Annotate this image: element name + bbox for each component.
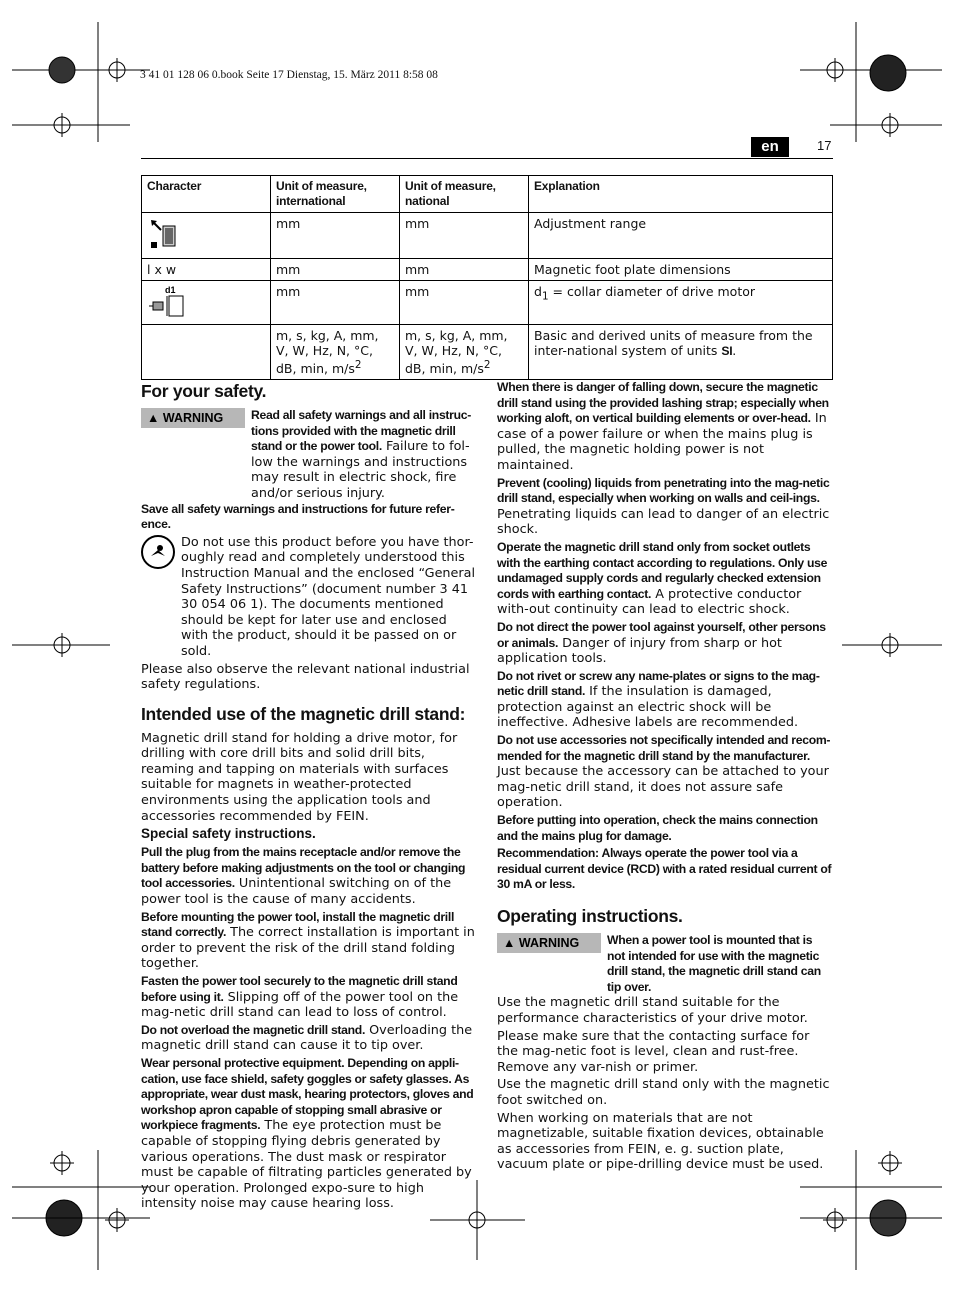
table-cell: [400, 325, 529, 380]
safety-item-text: In case of a power failure or when the mains plug is pulled, the magnetic holding power is not maintained.: [497, 411, 827, 473]
safety-item: [497, 846, 833, 893]
safety-item-text: Overloading the magnetic drill stand can cause it to tip over.: [141, 1022, 473, 1054]
safety-item-bold: Wear personal protective equipment. Depending on appli-cation, use face shield, safety goggles or safety glasses. As appropriate, wear dust mask, hearing protectors, gloves and workshop apron capable of stopping small abrasive or workpiece fragments.: [141, 1055, 474, 1133]
safety-item-text: The correct installation is important in order to prevent the risk of the drill stand folding together.: [141, 925, 475, 972]
operating-paragraph: Use the magnetic drill stand suitable for the performance characteristics of your drive motor.: [497, 995, 808, 1026]
table-cell: mm: [271, 213, 400, 259]
warning-label: ▲ WARNING: [497, 933, 601, 953]
units-superscript: 2: [354, 359, 362, 371]
collar-diameter-symbol: d1: [165, 285, 176, 295]
units-superscript: 2: [483, 359, 491, 371]
safety-item: [497, 540, 833, 618]
read-manual-icon: [141, 535, 175, 569]
table-cell: mm: [400, 281, 529, 325]
explanation-text: d: [534, 284, 542, 299]
warning-label: ▲ WARNING: [141, 408, 245, 428]
table-header-row: [142, 176, 833, 213]
adjustment-range-icon: [147, 216, 183, 252]
safety-item-text: Just because the accessory can be attached to your mag-netic drill stand, it does not assure safe operation.: [497, 764, 829, 811]
manual-notice: [141, 535, 477, 662]
units-text: m, s, kg, A, mm, V, W, Hz, N, °C, dB, min, m/s: [405, 328, 508, 377]
operating-paragraph: When working on materials that are not magnetizable, suitable fixation devices, obtainable as accessories from FEIN, e. g. suction plate, vacuum plate or pipe-drilling device must be used.: [497, 1110, 824, 1173]
warning-text: [251, 408, 477, 502]
table-row: [142, 325, 833, 380]
table-header: Unit of measure, national: [400, 176, 529, 213]
safety-item: [141, 1023, 477, 1054]
warning-block: [497, 933, 833, 995]
special-safety-title: Special safety instructions.: [141, 826, 316, 842]
table-cell: mm: [400, 259, 529, 281]
table-cell: mm: [271, 281, 400, 325]
warning-bold: Read all safety warnings and all instruc-tions provided with the magnetic drill stand or the power tool.: [251, 408, 472, 454]
safety-item-bold: Pull the plug from the mains receptacle and/or remove the battery before making adjustments on the tool or changing tool accessories.: [141, 845, 466, 891]
header-rule: [141, 158, 833, 159]
operating-paragraph: Use the magnetic drill stand only with the magnetic foot switched on.: [497, 1077, 830, 1108]
warning-body: Failure to fol-low the warnings and instructions may result in electric shock, fire and/or serious injury.: [251, 439, 470, 501]
page-number: 17: [817, 138, 832, 153]
explanation-subscript: 1: [541, 290, 549, 303]
safety-item-text: Danger of injury from sharp or hot application tools.: [497, 635, 782, 667]
warning-label-text: WARNING: [162, 411, 224, 425]
safety-item-bold: Before mounting the power tool, install the magnetic drill stand correctly.: [141, 909, 455, 940]
table-row: [142, 259, 833, 281]
save-instructions: Save all safety warnings and instructions for future refer-ence.: [141, 501, 455, 532]
safety-item-bold: Do not rivet or screw any name-plates or signs to the mag-netic drill stand.: [497, 668, 820, 699]
safety-item-bold: When there is danger of falling down, secure the magnetic drill stand using the provided lashing strap; especially when working aloft, on vertical building elements or over-head.: [497, 380, 829, 426]
safety-item-text: The eye protection must be capable of stopping flying debris generated by various operations. The dust mask or respirator must be capable of filtrating particles generated by your operation. Prolonged expo-sure to high intensity noise may cause hearing loss.: [141, 1118, 472, 1212]
table-cell: [142, 325, 271, 380]
table-cell: [271, 325, 400, 380]
safety-item: [141, 845, 477, 907]
observe-regulations: Please also observe the relevant national industrial safety regulations.: [141, 661, 470, 693]
safety-item: [497, 620, 833, 667]
safety-item: [497, 476, 833, 538]
manual-notice-text: Do not use this product before you have thor-oughly read and completely understood this Instruction Manual and the enclosed “General Safety Instructions” (document number 3 41 30 054 06 1). The documents mentioned should be kept for later use and enclosed with the product, should it be passed on or sold.: [181, 534, 476, 659]
safety-title: For your safety.: [141, 381, 267, 401]
explanation-text: = collar diameter of drive motor: [548, 284, 756, 299]
safety-item: [497, 380, 833, 474]
operating-paragraph: Please make sure that the contacting surface for the mag-netic foot is level, clean and rust-free. Remove any var-nish or primer.: [497, 1028, 810, 1075]
table-header: Unit of measure, international: [271, 176, 400, 213]
safety-item-bold: Do not direct the power tool against yourself, other persons or animals.: [497, 619, 826, 650]
intended-use-text: Magnetic drill stand for holding a drive motor, for drilling with core drill bits and solid drill bits, reaming and tapping on materials with surfaces suitable for magnets in weather-protected environments using the application tools and accessories recommended by FEIN.: [141, 730, 458, 824]
table-cell: mm: [400, 213, 529, 259]
safety-item-bold: Do not overload the magnetic drill stand.: [141, 1022, 366, 1037]
table-header: Explanation: [529, 176, 833, 213]
warning-block: [141, 408, 477, 502]
explanation-text: Basic and derived units of measure from the inter-national system of units: [534, 328, 813, 358]
safety-item-bold: Operate the magnetic drill stand only from socket outlets with the earthing contact according to regulations. Only use undamaged supply cords and regularly checked extension cords with earthing contact.: [497, 539, 828, 601]
left-column: [141, 380, 477, 1214]
safety-item-text: Slipping off of the power tool on the mag-netic drill stand can lead to loss of control.: [141, 989, 459, 1021]
safety-item-bold: Do not use accessories not specifically intended and recom-mended for the magnetic drill stand by the manufacturer.: [497, 733, 831, 763]
units-text: m, s, kg, A, mm, V, W, Hz, N, °C, dB, min, m/s: [276, 328, 379, 377]
safety-item-text: If the insulation is damaged, protection against an electric shock will be ineffective. Adhesive labels are recommended.: [497, 684, 799, 731]
table-cell: [529, 325, 833, 380]
explanation-text: .: [732, 343, 737, 358]
safety-item-bold: Before putting into operation, check the mains connection and the mains plug for damage.: [497, 813, 818, 843]
table-cell: l x w: [142, 259, 271, 281]
table-cell: [142, 213, 271, 259]
warning-bold: When a power tool is mounted that is not intended for use with the magnetic drill stand, the magnetic drill stand can tip over.: [607, 933, 821, 994]
warning-label-text: WARNING: [518, 936, 580, 950]
table-cell: Adjustment range: [529, 213, 833, 259]
table-cell: [142, 281, 271, 325]
table-cell: Magnetic foot plate dimensions: [529, 259, 833, 281]
table-row: [142, 281, 833, 325]
safety-item: [141, 974, 477, 1021]
collar-diameter-icon: [147, 284, 187, 318]
table-cell: [529, 281, 833, 325]
safety-item-bold: Prevent (cooling) liquids from penetrating into the mag-netic drill stand, especially when working on walls and ceil-ings.: [497, 475, 830, 506]
safety-item: [141, 1056, 477, 1212]
right-column: [497, 380, 833, 1175]
language-badge: en: [751, 137, 789, 157]
table-header: Character: [142, 176, 271, 213]
operating-title: Operating instructions.: [497, 906, 683, 926]
safety-item: [497, 813, 833, 844]
safety-item-text: Unintentional switching on of the power tool is the cause of many accidents.: [141, 876, 452, 908]
book-info: 3 41 01 128 06 0.book Seite 17 Dienstag, 15. März 2011 8:58 08: [140, 69, 438, 81]
safety-item-text: A protective conductor with-out continuity can lead to electric shock.: [497, 586, 802, 618]
intended-use-title: Intended use of the magnetic drill stand:: [141, 703, 466, 724]
table-cell: mm: [271, 259, 400, 281]
safety-item-text: Penetrating liquids can lead to danger of an electric shock.: [497, 506, 830, 538]
units-table: [141, 175, 833, 380]
safety-item-bold: Fasten the power tool securely to the magnetic drill stand before using it.: [141, 974, 458, 1004]
table-row: [142, 213, 833, 259]
safety-item: [141, 910, 477, 972]
safety-item: [497, 733, 833, 811]
safety-item: [497, 669, 833, 731]
explanation-bold: SI: [721, 344, 733, 358]
safety-item-bold: Recommendation: Always operate the power tool via a residual current device (RCD) with a rated residual current of 30 mA or less.: [497, 846, 832, 892]
